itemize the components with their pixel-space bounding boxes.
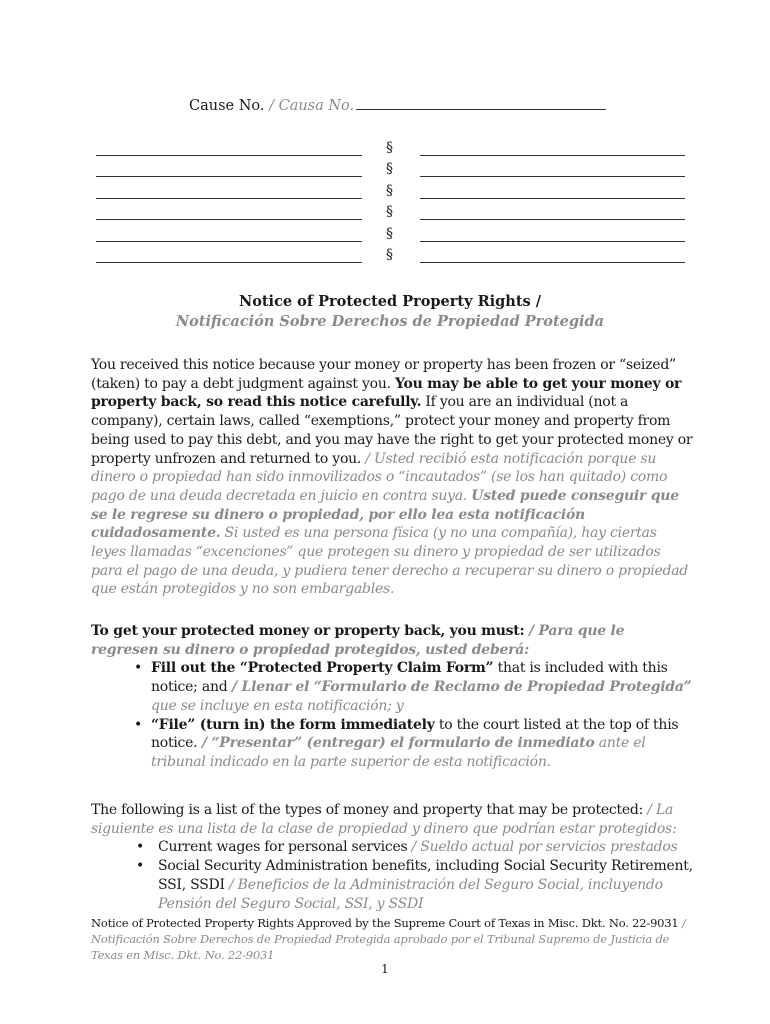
caption-row [96,183,686,204]
steps-heading-en: To get your protected money or property back, you must: [91,623,525,639]
step-es-bold: / “Presentar” (entregar) el formulario de inmediato [197,735,595,752]
caption-row [96,247,686,268]
protected-types-list [91,838,695,913]
step-text: to the court listed at the top of this notice. [151,716,679,752]
steps-section [91,622,695,772]
types-intro-es: / La siguiente es una lista de la clase de propiedad y dinero que podrían estar protegidos: [91,802,677,837]
section-symbol: § [386,204,393,221]
caption-right-line[interactable] [420,241,685,242]
cause-label: Cause No. [189,98,265,114]
intro-text-1: You received this notice because your money or property has been frozen or “seized” (taken) to pay a debt judgment against you. [91,357,676,392]
section-symbol: § [386,225,393,242]
cause-label-es: Causa No. [278,98,355,114]
title-es: Notificación Sobre Derechos de Propiedad Protegida [175,313,605,330]
type-es: / Beneficios de la Administración del Seguro Social, incluyendo Pensión del Seguro Social, SSI, y SSDI [158,876,663,912]
step-es: ante el tribunal indicado en la parte superior de esta notificación. [151,735,646,770]
caption-row [96,226,686,247]
page-footer [91,915,691,963]
caption-right-line[interactable] [420,219,685,220]
protected-types-section [91,801,695,913]
case-caption [96,140,686,268]
type-text: Social Security Administration benefits, including Social Security Retirement, SSI, SSDI [158,858,693,893]
footer-es: / Notificación Sobre Derechos de Propiedad Protegida aprobado por el Tribunal Supremo de Justicia de Texas en Misc. Dkt. No. 22-9031 [91,916,686,962]
cause-number-line [189,97,606,114]
caption-left-line[interactable] [96,176,362,177]
step-es: que se incluye en esta notificación; y [151,697,404,714]
step-es-bold: / Llenar el “Formulario de Reclamo de Propiedad Protegida” [227,679,692,696]
section-symbol: § [386,182,393,199]
list-item [91,716,695,772]
caption-left-line[interactable] [96,241,362,242]
caption-left-line[interactable] [96,155,362,156]
type-es: / Sueldo actual por servicios prestados [407,839,678,856]
title-en: Notice of Protected Property Rights / [238,293,542,310]
section-symbol: § [386,246,393,263]
caption-row [96,161,686,182]
intro-es-1: / Usted recibió esta notificación porque su dinero o propiedad han sido inmovilizados o “incautados” (se los han quitado) como pago de una deuda decretada en juicio en contra suya. [91,450,668,504]
types-intro-en: The following is a list of the types of money and property that may be protected: [91,802,644,818]
document-title [90,292,690,332]
list-item [91,857,695,913]
caption-row [96,140,686,161]
caption-right-line[interactable] [420,198,685,199]
cause-number-field[interactable] [356,97,606,110]
caption-right-line[interactable] [420,155,685,156]
type-text: Current wages for personal services [158,839,408,856]
intro-es-bold: Usted puede conseguir que se le regrese su dinero o propiedad, por ello lea esta notificación cuidadosamente. [91,487,679,542]
cause-separator: / [264,98,279,114]
caption-right-line[interactable] [420,262,685,263]
steps-list [91,659,695,771]
intro-paragraph [91,356,695,599]
step-text: that is included with this notice; and [151,660,668,696]
caption-row [96,204,686,225]
caption-left-line[interactable] [96,262,362,263]
section-symbol: § [386,140,393,156]
intro-bold: You may be able to get your money or property back, so read this notice carefully. [91,375,682,411]
caption-right-line[interactable] [420,176,685,177]
caption-left-line[interactable] [96,219,362,220]
page-number: 1 [381,962,389,976]
intro-text-2: If you are an individual (not a company), certain laws, called “exemptions,” protect your money and property from being used to pay this debt, and you may have the right to get your protected money or property unfrozen and returned to you. [91,394,693,467]
list-item [91,659,695,715]
caption-left-line[interactable] [96,198,362,199]
step-bold: “File” (turn in) the form immediately [151,716,435,733]
step-bold: Fill out the “Protected Property Claim Form” [151,660,494,677]
steps-heading [91,622,695,659]
protected-types-intro [91,801,695,838]
steps-heading-es: / Para que le regresen su dinero o propiedad protegidos, usted deberá: [91,623,625,658]
intro-es-2: Si usted es una persona física (y no una compañía), hay ciertas leyes llamadas “excenciones” que protegen su dinero y propiedad de ser utilizados para el pago de una deuda, y pudiera tener derecho a recuperar su dinero o propiedad que están protegidos y no son embargables. [91,525,689,598]
section-symbol: § [386,161,393,178]
footer-text: Notice of Protected Property Rights Approved by the Supreme Court of Texas in Misc. Dkt. No. 22-9031 [91,916,679,930]
list-item [91,838,695,857]
